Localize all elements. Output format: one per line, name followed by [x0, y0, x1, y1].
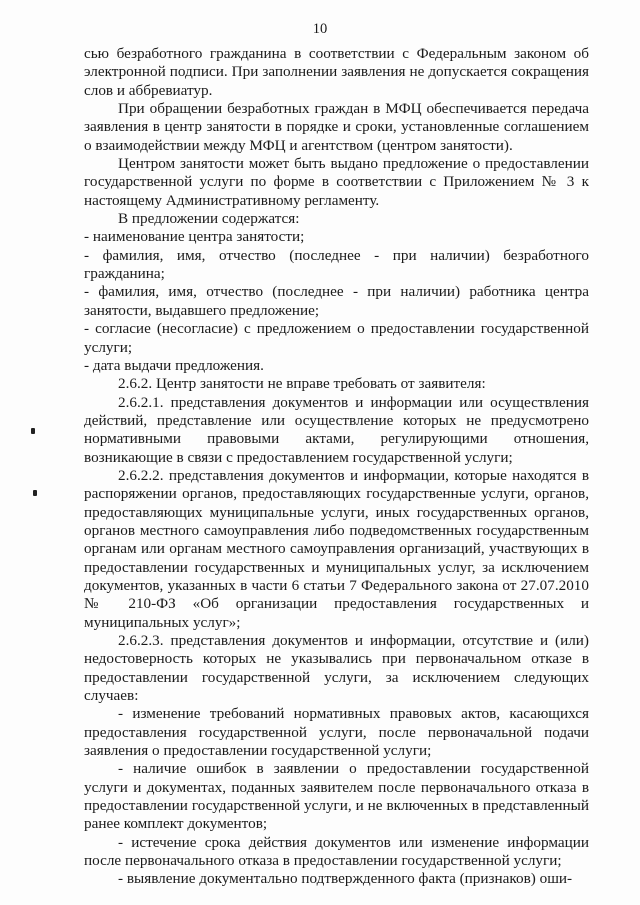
- clause-2-6-2-2: 2.6.2.2. представления документов и информации, которые находятся в распоряжении органов, предоставляющих государственные услуги, органов, предоставляющих муниципальные услуги, иных государственных органов, органов местного самоуправления либо подведомственных государственным органам или органам местного самоуправления организаций, участвующих в предоставлении государственных и муниципальных услуг, за исключением документов, указанных в части 6 статьи 7 Федерального закона от 27.07.2010 № 210-ФЗ «Об организации предоставления государственных и муниципальных услуг»;: [84, 466, 589, 631]
- scan-speck: [31, 428, 35, 434]
- list-item: - фамилия, имя, отчество (последнее - при наличии) работника центра занятости, выдавшего предложение;: [84, 283, 589, 319]
- list-item: - истечение срока действия документов или изменение информации после первоначального отказа в предоставлении государственной услуги;: [84, 833, 589, 870]
- list-item: - дата выдачи предложения.: [84, 356, 264, 374]
- paragraph-mfc-transfer: При обращении безработных граждан в МФЦ обеспечивается передача заявления в центр занятости в порядке и сроки, установленные соглашением о взаимодействии между МФЦ и агентством (центром занятости).: [84, 100, 589, 154]
- page-number: 10: [312, 21, 328, 37]
- list-item: - фамилия, имя, отчество (последнее - при наличии) безработного гражданина;: [84, 246, 589, 283]
- list-item: - наличие ошибок в заявлении о предоставлении государственной услуги и документах, поданных заявителем после первоначального отказа в предоставлении государственной услуги, и не включенных в представленный ранее комплект документов;: [84, 760, 589, 833]
- clause-2-6-2-3: 2.6.2.3. представления документов и информации, отсутствие и (или) недостоверность которых не указывались при первоначальном отказе в предоставлении государственной услуги, за исключением следующих случаев:: [84, 632, 589, 705]
- section-heading-2-6-2: 2.6.2. Центр занятости не вправе требовать от заявителя:: [118, 375, 486, 393]
- clause-2-6-2-1: 2.6.2.1. представления документов и информации или осуществления действий, представление или осуществление которых не предусмотрено нормативными правовыми актами, регулирующими отношения, возникающие в связи с предоставлением государственной услуги;: [84, 393, 589, 466]
- scan-speck: [33, 490, 37, 496]
- list-item: - выявление документально подтвержденного факта (признаков) оши-: [118, 870, 573, 888]
- paragraph-continuation: сью безработного гражданина в соответствии с Федеральным законом об электронной подписи. При заполнении заявления не допускается сокращения слов и аббревиатур.: [84, 45, 589, 99]
- list-item: - согласие (несогласие) с предложением о предоставлении государственной услуги;: [84, 320, 589, 356]
- document-body: [84, 45, 589, 889]
- paragraph-offer-contents: В предложении содержатся:: [118, 210, 300, 228]
- paragraph-offer-form: Центром занятости может быть выдано предложение о предоставлении государственной услуги по форме в соответствии с Приложением № 3 к настоящему Административному регламенту.: [84, 155, 589, 209]
- list-item: - наименование центра занятости;: [84, 228, 305, 246]
- list-item: - изменение требований нормативных правовых актов, касающихся предоставления государственной услуги, после первоначальной подачи заявления о предоставлении государственной услуги;: [84, 705, 589, 760]
